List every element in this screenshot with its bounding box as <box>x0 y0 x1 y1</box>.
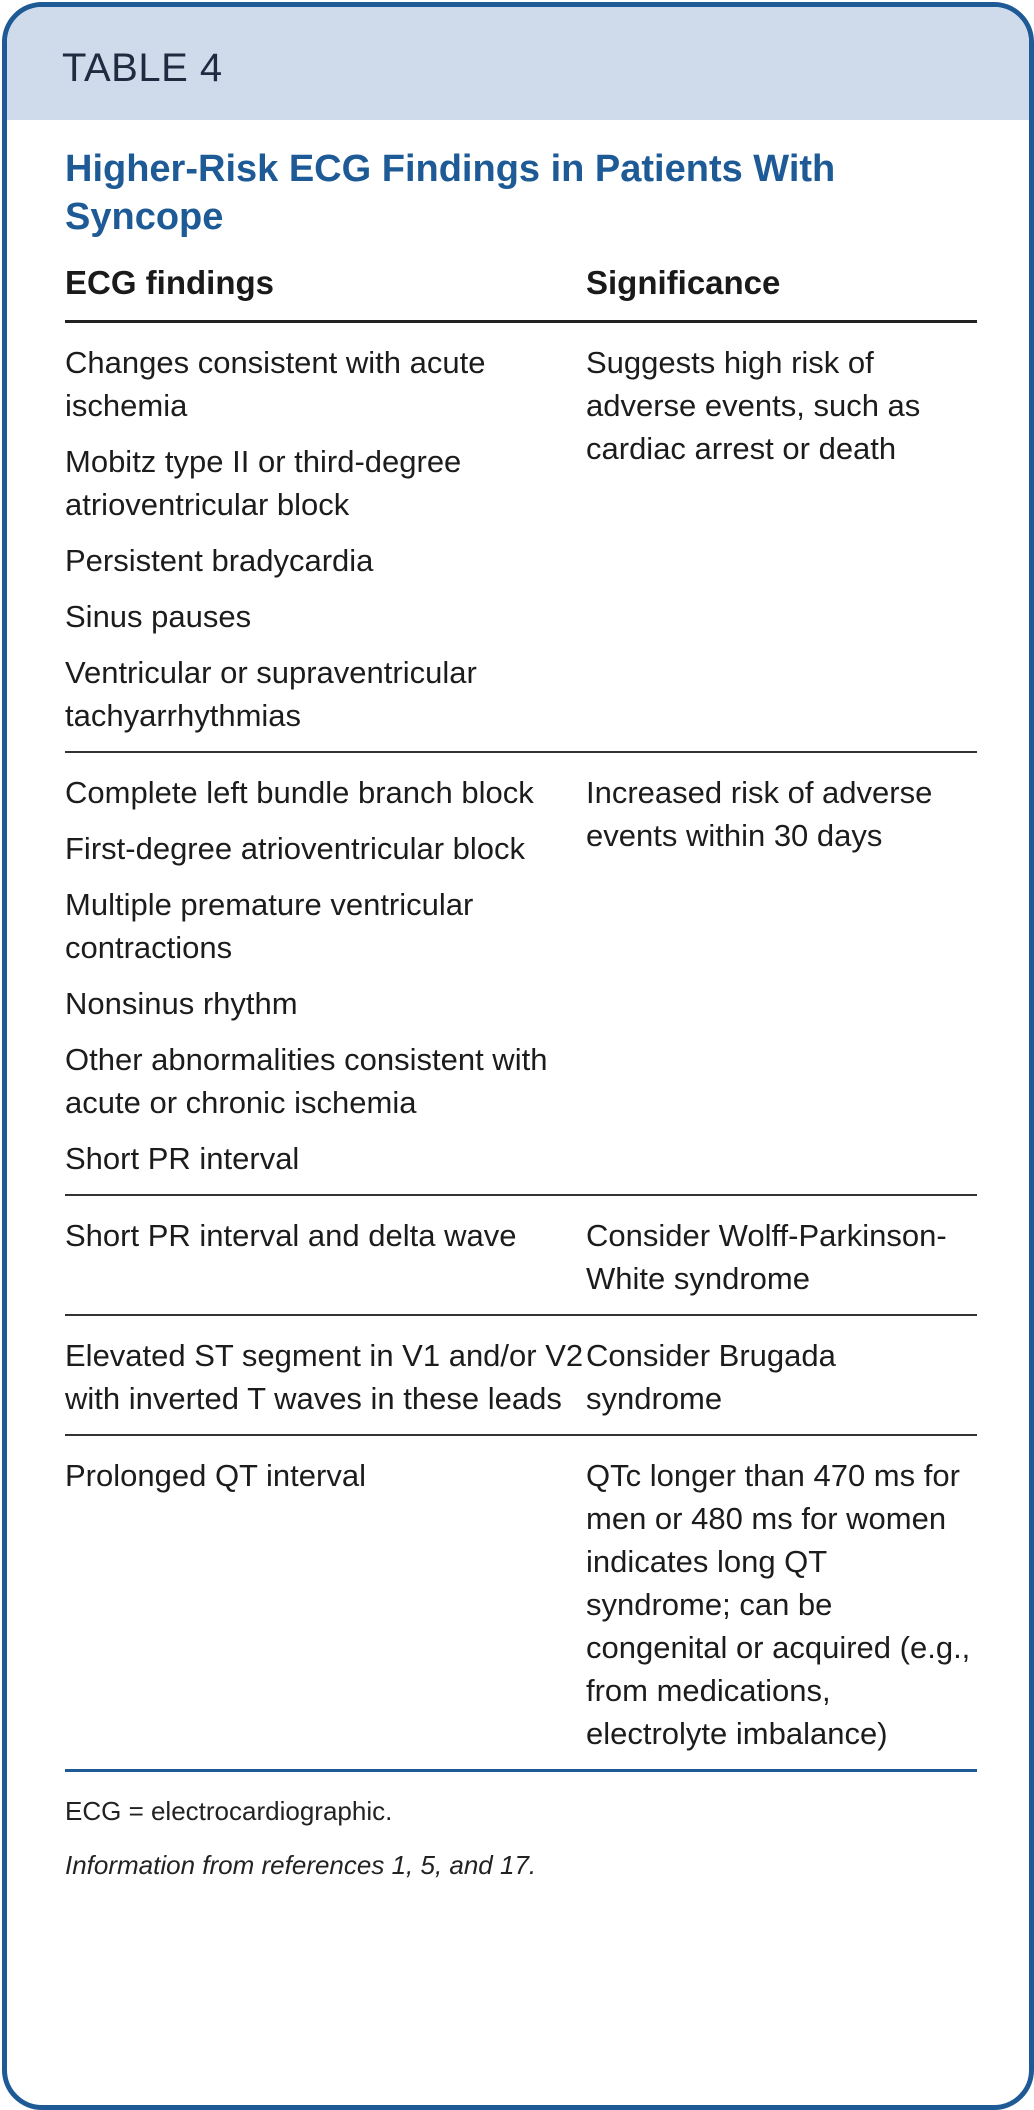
significance-cell: Consider Wolff-Parkinson-White syndrome <box>586 1218 947 1296</box>
finding-item: Elevated ST segment in V1 and/or V2 with inverted T waves in these leads <box>65 1338 584 1416</box>
column-header-significance: Significance <box>586 264 781 301</box>
table-title: Higher-Risk ECG Findings in Patients With Syncope <box>65 148 836 238</box>
finding-item: Persistent bradycardia <box>65 543 374 578</box>
finding-item: Sinus pauses <box>65 599 252 634</box>
table-row-group <box>65 1316 977 1436</box>
table-card <box>2 2 1034 2110</box>
significance-cell: Consider Brugada syndrome <box>586 1338 836 1416</box>
finding-item: Short PR interval and delta wave <box>65 1218 517 1253</box>
finding-item: Mobitz type II or third-degree atrioventricular block <box>65 444 462 522</box>
finding-item: Changes consistent with acute ischemia <box>65 345 486 423</box>
finding-item: Complete left bundle branch block <box>65 775 534 810</box>
findings-cell <box>65 771 586 1180</box>
table-header-band <box>7 7 1029 120</box>
table-row-group <box>65 323 977 753</box>
significance-cell: QTc longer than 470 ms for men or 480 ms for women indicates long QT syndrome; can be congenital or acquired (e.g., from medications, electrolyte imbalance) <box>586 1458 971 1751</box>
table-row-group <box>65 753 977 1196</box>
table-row-group <box>65 1196 977 1316</box>
column-header-findings: ECG findings <box>65 264 274 301</box>
table-label: TABLE 4 <box>62 46 223 90</box>
finding-item: Short PR interval <box>65 1141 300 1176</box>
table-row-group <box>65 1436 977 1772</box>
findings-cell <box>65 1454 586 1755</box>
findings-cell <box>65 1214 586 1300</box>
table-footer <box>65 1794 977 1882</box>
finding-item: First-degree atrioventricular block <box>65 831 526 866</box>
significance-cell: Increased risk of adverse events within 30 days <box>586 775 933 853</box>
finding-item: Ventricular or supraventricular tachyarrhythmias <box>65 655 477 733</box>
finding-item: Multiple premature ventricular contractions <box>65 887 474 965</box>
significance-cell: Suggests high risk of adverse events, such as cardiac arrest or death <box>586 345 921 466</box>
finding-item: Prolonged QT interval <box>65 1458 366 1493</box>
column-headers <box>65 263 977 323</box>
table-content <box>65 145 977 1902</box>
finding-item: Other abnormalities consistent with acute or chronic ischemia <box>65 1042 548 1120</box>
abbreviation-footnote: ECG = electrocardiographic. <box>65 1796 393 1826</box>
source-note: Information from references 1, 5, and 17. <box>65 1850 537 1880</box>
findings-cell <box>65 1334 586 1420</box>
findings-cell <box>65 341 586 737</box>
finding-item: Nonsinus rhythm <box>65 986 298 1021</box>
